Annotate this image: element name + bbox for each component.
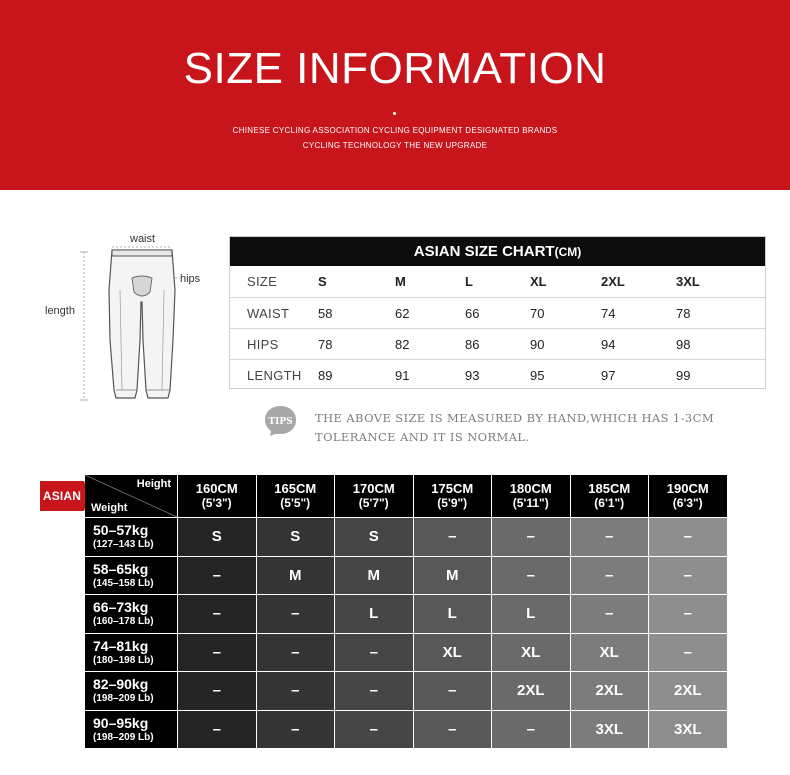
size-chart-cell: 74 bbox=[601, 306, 616, 321]
page-title: SIZE INFORMATION bbox=[183, 44, 607, 93]
size-chart-cell: 58 bbox=[318, 306, 333, 321]
size-recommendation-cell bbox=[571, 595, 649, 633]
weight-row-header bbox=[85, 518, 177, 556]
size-value: – bbox=[605, 566, 614, 584]
size-value: 2XL bbox=[595, 682, 623, 700]
banner-subtitle-1: CHINESE CYCLING ASSOCIATION CYCLING EQUIPMENT DESIGNATED BRANDS bbox=[232, 126, 558, 135]
size-chart-cell: 97 bbox=[601, 368, 616, 383]
size-value: – bbox=[605, 528, 614, 546]
height-cm: 160CM bbox=[195, 481, 238, 496]
size-value: – bbox=[291, 682, 300, 700]
size-recommendation-cell bbox=[414, 711, 492, 749]
size-recommendation-cell bbox=[335, 557, 413, 595]
size-recommendation-cell bbox=[257, 557, 335, 595]
size-recommendation-cell bbox=[492, 711, 570, 749]
height-feet: (6'1") bbox=[594, 496, 625, 510]
size-value: – bbox=[683, 566, 692, 584]
height-feet: (5'3") bbox=[201, 496, 232, 510]
size-value: – bbox=[369, 682, 378, 700]
size-recommendation-cell bbox=[571, 634, 649, 672]
size-value: L bbox=[526, 605, 536, 623]
size-recommendation-cell bbox=[257, 634, 335, 672]
size-chart-row bbox=[230, 297, 765, 328]
size-value: S bbox=[368, 528, 379, 546]
size-recommendation-cell bbox=[571, 672, 649, 710]
size-recommendation-cell bbox=[649, 595, 727, 633]
size-chart-body bbox=[230, 266, 765, 390]
weight-kg: 82–90kg bbox=[93, 676, 149, 693]
size-value: M bbox=[367, 566, 380, 584]
waist-label: waist bbox=[130, 233, 156, 245]
length-label: length bbox=[45, 305, 75, 317]
size-recommendation-cell bbox=[257, 595, 335, 633]
size-chart-cell: 91 bbox=[395, 368, 410, 383]
size-chart-cell: 98 bbox=[676, 337, 691, 352]
size-recommendation-cell bbox=[649, 557, 727, 595]
height-header-cell bbox=[178, 475, 256, 517]
size-value: – bbox=[526, 720, 535, 738]
size-recommendation-cell bbox=[414, 595, 492, 633]
tips-line-1: THE ABOVE SIZE IS MEASURED BY HAND,WHICH HAS 1-3CM bbox=[315, 411, 715, 425]
size-recommendation-cell bbox=[414, 557, 492, 595]
size-recommendation-cell bbox=[492, 634, 570, 672]
size-chart-cell: 95 bbox=[530, 368, 545, 383]
size-recommendation-cell bbox=[649, 711, 727, 749]
corner-height-label: Height bbox=[136, 478, 171, 490]
size-value: 2XL bbox=[673, 682, 702, 700]
size-recommendation-cell bbox=[178, 634, 256, 672]
height-cm: 190CM bbox=[666, 481, 709, 496]
size-recommendation-cell bbox=[335, 634, 413, 672]
size-value: – bbox=[683, 528, 692, 546]
size-value: 2XL bbox=[516, 682, 545, 700]
size-chart-cell: M bbox=[395, 274, 406, 289]
size-value: 3XL bbox=[595, 720, 623, 738]
size-recommendation-cell bbox=[414, 518, 492, 556]
size-chart-cell: 78 bbox=[676, 306, 691, 321]
height-header-cell bbox=[571, 475, 649, 517]
size-chart-title: ASIAN SIZE CHART bbox=[413, 243, 555, 260]
size-chart-header bbox=[230, 237, 765, 266]
weight-row-header bbox=[85, 557, 177, 595]
size-value: – bbox=[212, 720, 221, 738]
height-header-cell bbox=[492, 475, 570, 517]
height-feet: (5'9") bbox=[437, 496, 468, 510]
size-chart-cell: 78 bbox=[318, 337, 333, 352]
weight-kg: 58–65kg bbox=[93, 560, 149, 577]
size-recommendation-cell bbox=[257, 672, 335, 710]
size-recommendation-cell bbox=[178, 518, 256, 556]
size-value: – bbox=[212, 605, 221, 623]
size-chart-cell: 2XL bbox=[601, 274, 625, 289]
size-value: – bbox=[212, 643, 221, 661]
size-chart-cell: 70 bbox=[530, 306, 545, 321]
weight-kg: 74–81kg bbox=[93, 637, 149, 654]
size-recommendation-cell bbox=[571, 711, 649, 749]
weight-kg: 90–95kg bbox=[93, 714, 149, 731]
height-header-cell bbox=[414, 475, 492, 517]
height-cm: 165CM bbox=[274, 481, 317, 496]
weight-row-header bbox=[85, 595, 177, 633]
size-recommendation-cell bbox=[571, 518, 649, 556]
size-chart-cell: XL bbox=[530, 274, 547, 289]
size-recommendation-cell bbox=[335, 672, 413, 710]
tips-badge-label: TIPS bbox=[268, 417, 293, 427]
size-value: M bbox=[446, 566, 459, 584]
size-value: – bbox=[212, 566, 221, 584]
size-chart-cell: 66 bbox=[465, 306, 480, 321]
banner-subtitle-2: CYCLING TECHNOLOGY THE NEW UPGRADE bbox=[302, 141, 488, 150]
banner-dot bbox=[393, 112, 396, 115]
height-cm: 185CM bbox=[588, 481, 631, 496]
size-chart-cell: 99 bbox=[676, 368, 691, 383]
corner-weight-label: Weight bbox=[91, 502, 128, 514]
size-value: L bbox=[447, 605, 457, 623]
weight-lb: (160–178 Lb) bbox=[93, 616, 154, 628]
height-cm: 180CM bbox=[509, 481, 552, 496]
size-chart-row bbox=[230, 328, 765, 359]
weight-row-header bbox=[85, 672, 177, 710]
size-value: – bbox=[212, 682, 221, 700]
height-header-cell bbox=[649, 475, 727, 517]
size-value: – bbox=[369, 720, 378, 738]
size-recommendation-cell bbox=[414, 634, 492, 672]
size-value: – bbox=[448, 720, 457, 738]
size-value: XL bbox=[521, 643, 541, 661]
size-recommendation-cell bbox=[492, 672, 570, 710]
size-chart-cell: 93 bbox=[465, 368, 480, 383]
size-chart-row bbox=[230, 266, 765, 297]
size-recommendation-cell bbox=[571, 557, 649, 595]
size-recommendation-cell bbox=[492, 518, 570, 556]
height-cm: 175CM bbox=[431, 481, 474, 496]
size-recommendation-cell bbox=[178, 711, 256, 749]
size-chart-cell: 90 bbox=[530, 337, 545, 352]
height-feet: (5'5") bbox=[280, 496, 311, 510]
weight-lb: (145–158 Lb) bbox=[93, 577, 154, 589]
size-value: – bbox=[683, 605, 692, 623]
header-banner bbox=[0, 0, 790, 190]
weight-row-header bbox=[85, 634, 177, 672]
weight-kg: 66–73kg bbox=[93, 599, 149, 616]
asian-size-chart bbox=[229, 236, 766, 389]
cycling-pants-icon bbox=[40, 230, 215, 410]
height-feet: (6'3") bbox=[672, 496, 703, 510]
size-value: S bbox=[211, 528, 222, 546]
size-value: – bbox=[683, 643, 692, 661]
pants-measurement-figure bbox=[40, 230, 215, 410]
tips-badge-icon bbox=[264, 405, 297, 436]
size-value: – bbox=[291, 643, 300, 661]
size-value: – bbox=[526, 528, 535, 546]
size-recommendation-cell bbox=[335, 518, 413, 556]
size-recommendation-cell bbox=[414, 672, 492, 710]
weight-lb: (180–198 Lb) bbox=[93, 654, 154, 666]
size-recommendation-cell bbox=[335, 595, 413, 633]
size-chart-row bbox=[230, 359, 765, 390]
size-recommendation-cell bbox=[649, 634, 727, 672]
size-chart-cell: 89 bbox=[318, 368, 333, 383]
size-value: – bbox=[605, 605, 614, 623]
size-chart-cell: 94 bbox=[601, 337, 616, 352]
size-recommendation-cell bbox=[649, 672, 727, 710]
size-recommendation-cell bbox=[492, 557, 570, 595]
size-recommendation-cell bbox=[178, 595, 256, 633]
height-header-cell bbox=[335, 475, 413, 517]
size-value: 3XL bbox=[673, 720, 702, 738]
size-chart-row-label: LENGTH bbox=[247, 368, 302, 383]
size-value: – bbox=[291, 605, 300, 623]
size-recommendation-cell bbox=[257, 711, 335, 749]
size-chart-unit: (CM) bbox=[554, 245, 582, 259]
tips-line-2: TOLERANCE AND IT IS NORMAL. bbox=[315, 430, 530, 444]
size-value: – bbox=[369, 643, 378, 661]
size-recommendation-cell bbox=[335, 711, 413, 749]
size-value: – bbox=[291, 720, 300, 738]
size-value: M bbox=[289, 566, 302, 584]
size-value: XL bbox=[599, 643, 619, 661]
size-value: – bbox=[448, 682, 457, 700]
weight-row-header bbox=[85, 711, 177, 749]
size-chart-cell: S bbox=[318, 274, 327, 289]
height-feet: (5'11") bbox=[512, 496, 549, 510]
weight-lb: (127–143 Lb) bbox=[93, 539, 154, 551]
size-chart-row-label: HIPS bbox=[247, 337, 279, 352]
size-recommendation-cell bbox=[492, 595, 570, 633]
size-value: – bbox=[448, 528, 457, 546]
hips-label: hips bbox=[180, 273, 201, 285]
matrix-corner-cell bbox=[85, 475, 177, 517]
height-header-cell bbox=[257, 475, 335, 517]
size-chart-cell: 82 bbox=[395, 337, 410, 352]
asian-tag: ASIAN bbox=[40, 481, 84, 511]
size-value: XL bbox=[442, 643, 462, 661]
size-recommendation-cell bbox=[649, 518, 727, 556]
size-chart-row-label: SIZE bbox=[247, 274, 278, 289]
weight-kg: 50–57kg bbox=[93, 522, 149, 539]
size-chart-row-label: WAIST bbox=[247, 306, 290, 321]
size-chart-cell: L bbox=[465, 274, 473, 289]
size-recommendation-cell bbox=[178, 672, 256, 710]
size-value: – bbox=[526, 566, 535, 584]
size-chart-cell: 86 bbox=[465, 337, 480, 352]
size-chart-cell: 3XL bbox=[676, 274, 700, 289]
height-feet: (5'7") bbox=[358, 496, 389, 510]
height-cm: 170CM bbox=[352, 481, 395, 496]
weight-lb: (198–209 Lb) bbox=[93, 731, 154, 743]
size-recommendation-cell bbox=[178, 557, 256, 595]
size-chart-cell: 62 bbox=[395, 306, 410, 321]
size-value: L bbox=[369, 605, 379, 623]
size-value: S bbox=[290, 528, 301, 546]
size-recommendation-cell bbox=[257, 518, 335, 556]
weight-lb: (198–209 Lb) bbox=[93, 693, 154, 705]
